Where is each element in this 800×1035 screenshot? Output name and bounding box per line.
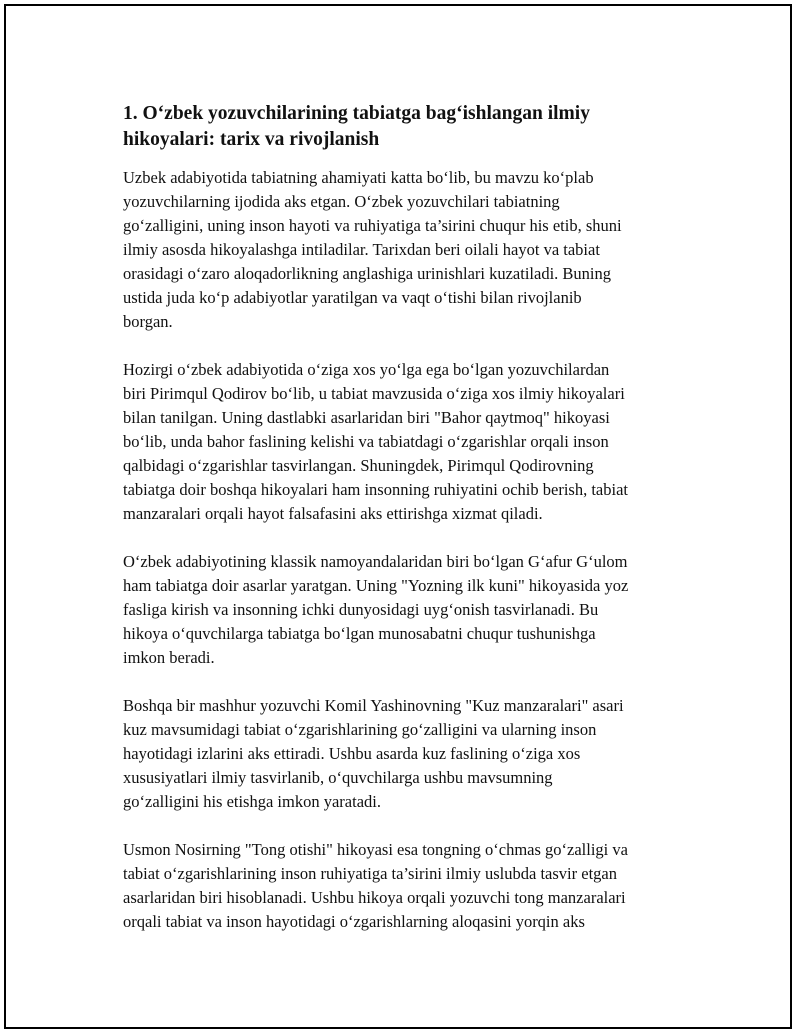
text-line: Boshqa bir mashhur yozuvchi Komil Yashinovning "Kuz manzaralari" asari <box>123 696 624 715</box>
text-line: bilan tanilgan. Uning dastlabki asarlaridan biri "Bahor qaytmoq" hikoyasi <box>123 408 610 427</box>
text-line: orasidagi o‘zaro aloqadorlikning anglashiga urinishlari kuzatiladi. Buning <box>123 264 611 283</box>
paragraph-intro <box>123 166 698 334</box>
text-line: go‘zalligini, uning inson hayoti va ruhiyatiga ta’sirini chuqur his etib, shuni <box>123 216 622 235</box>
page-frame <box>4 4 792 1029</box>
text-line: yozuvchilarning ijodida aks etgan. O‘zbek yozuvchilari tabiatning <box>123 192 560 211</box>
text-line: tabiat o‘zgarishlarining inson ruhiyatiga ta’sirini ilmiy uslubda tasvir etgan <box>123 864 617 883</box>
text-line: Hozirgi o‘zbek adabiyotida o‘ziga xos yo‘lga ega bo‘lgan yozuvchilardan <box>123 360 610 379</box>
paragraph-yashinov <box>123 694 698 814</box>
heading-line: 1. O‘zbek yozuvchilarining tabiatga bag‘ishlangan ilmiy <box>123 103 590 124</box>
text-line: fasliga kirish va insonning ichki dunyosidagi uyg‘onish tasvirlanadi. Bu <box>123 600 599 619</box>
paragraph-qodirov <box>123 358 698 526</box>
text-line: Usmon Nosirning "Tong otishi" hikoyasi esa tongning o‘chmas go‘zalligi va <box>123 840 628 859</box>
text-line: bo‘lib, unda bahor faslining kelishi va tabiatdagi o‘zgarishlar orqali inson <box>123 432 609 451</box>
text-line: hikoya o‘quvchilarga tabiatga bo‘lgan munosabatni chuqur tushunishga <box>123 624 596 643</box>
text-line: ustida juda ko‘p adabiyotlar yaratilgan va vaqt o‘tishi bilan rivojlanib <box>123 288 582 307</box>
text-line: orqali tabiat va inson hayotidagi o‘zgarishlarning aloqasini yorqin aks <box>123 912 585 931</box>
heading-line: hikoyalari: tarix va rivojlanish <box>123 129 380 150</box>
text-line: Uzbek adabiyotida tabiatning ahamiyati katta bo‘lib, bu mavzu ko‘plab <box>123 168 594 187</box>
paragraph-nosir <box>123 838 698 934</box>
text-line: tabiatga doir boshqa hikoyalari ham insonning ruhiyatini ochib berish, tabiat <box>123 480 628 499</box>
text-line: xususiyatlari ilmiy tasvirlanib, o‘quvchilarga ushbu mavsumning <box>123 768 553 787</box>
text-line: ham tabiatga doir asarlar yaratgan. Uning "Yozning ilk kuni" hikoyasida yoz <box>123 576 629 595</box>
text-line: biri Pirimqul Qodirov bo‘lib, u tabiat mavzusida o‘ziga xos ilmiy hikoyalari <box>123 384 625 403</box>
text-line: imkon beradi. <box>123 648 215 667</box>
text-line: qalbidagi o‘zgarishlar tasvirlangan. Shuningdek, Pirimqul Qodirovning <box>123 456 594 475</box>
section-heading <box>123 101 698 153</box>
text-line: go‘zalligini his etishga imkon yaratadi. <box>123 792 381 811</box>
paragraph-gafur-gulom <box>123 550 698 670</box>
text-line: ilmiy asosda hikoyalashga intiladilar. Tarixdan beri oilali hayot va tabiat <box>123 240 600 259</box>
text-line: asarlaridan biri hisoblanadi. Ushbu hikoya orqali yozuvchi tong manzaralari <box>123 888 626 907</box>
text-line: hayotidagi izlarini aks ettiradi. Ushbu asarda kuz faslining o‘ziga xos <box>123 744 581 763</box>
document-body <box>123 101 698 958</box>
text-line: manzaralari orqali hayot falsafasini aks ettirishga xizmat qiladi. <box>123 504 543 523</box>
text-line: O‘zbek adabiyotining klassik namoyandalaridan biri bo‘lgan G‘afur G‘ulom <box>123 552 628 571</box>
text-line: borgan. <box>123 312 173 331</box>
text-line: kuz mavsumidagi tabiat o‘zgarishlarining go‘zalligini va ularning inson <box>123 720 597 739</box>
